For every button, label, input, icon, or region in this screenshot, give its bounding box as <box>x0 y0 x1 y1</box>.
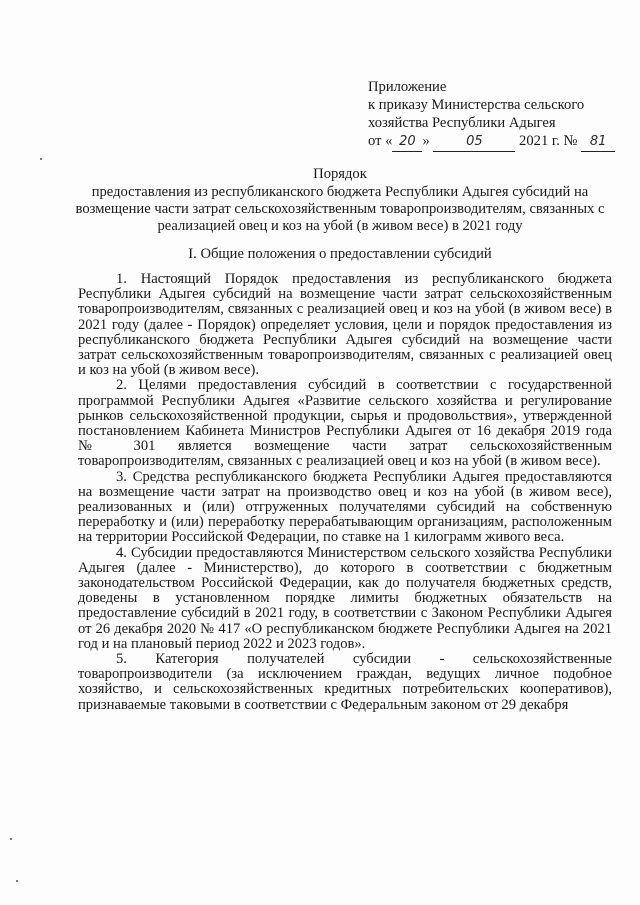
title-line-2: предоставления из республиканского бюджета Республики Адыгея субсидий на возмещение части затрат сельскохозяйственным товаропроизводителям, связанных с реализацией овец и коз на убой (в живом весе) в 2021 году <box>75 184 605 234</box>
document-body <box>78 272 612 713</box>
date-close-quote: » <box>422 133 430 149</box>
section-heading: I. Общие положения о предоставлении субсидий <box>188 246 492 262</box>
appendix-order-line: к приказу Министерства сельского <box>368 97 585 113</box>
scan-speck <box>16 880 18 882</box>
date-year: 2021 г. № <box>519 133 578 149</box>
date-day: 20 <box>392 133 422 152</box>
paragraph-2: 2. Целями предоставления субсидий в соответствии с государственной программой Республики Адыгея «Развитие сельского хозяйства и регулирование рынков сельскохозяйственной продукции, сырья и продовольствия», утвержденной постановлением Кабинета Министров Республики Адыгея от 16 декабря 2019 года № 301 является возмещение части затрат сельскохозяйственным товаропроизводителям, связанных с реализацией овец и коз на убой (в живом весе). <box>78 377 612 470</box>
paragraph-3: 3. Средства республиканского бюджета Республики Адыгея предоставляются на возмещение части затрат на производство овец и коз на убой (в живом весе), реализованных и (или) отгруженных получателями субсидий на собственную переработку и (или) переработку перерабатывающим организациям, расположенным на территории Российской Федерации, по ставке на 1 килограмм живого веса. <box>78 468 612 546</box>
paragraph-5: 5. Категория получателей субсидии - сельскохозяйственные товаропроизводители (за исключением граждан, ведущих личное подобное хозяйство, и сельскохозяйственных кредитных потребительских кооперативов), признаваемые таковыми в соответствии с Федеральным законом от 29 декабря <box>78 651 612 713</box>
document-title <box>60 166 620 235</box>
appendix-title: Приложение <box>368 79 447 95</box>
order-number: 81 <box>581 133 615 152</box>
appendix-ministry-line: хозяйства Республики Адыгея <box>368 115 556 131</box>
paragraph-4: 4. Субсидии предоставляются Министерством сельского хозяйства Республики Адыгея (далее - Министерство), до которого в соответствии с бюджетным законодательством Российской Федерации, как до получателя бюджетных средств, доведены в установленном порядке лимиты бюджетных обязательств на предоставление субсидий в 2021 году, в соответствии с Законом Республики Адыгея от 26 декабря 2020 № 417 «О республиканском бюджете Республики Адыгея на 2021 год и на плановый период 2022 и 2023 годов». <box>78 544 612 652</box>
paragraph-1: 1. Настоящий Порядок предоставления из республиканского бюджета Республики Адыгея субсидий на возмещение части затрат сельскохозяйственным товаропроизводителям, связанных с реализацией овец и коз на убой (в живом весе) в 2021 году (далее - Порядок) определяет условия, цели и порядок предоставления из республиканского бюджета Республики Адыгея субсидий на возмещение части затрат сельскохозяйственным товаропроизводителям, связанных с реализацией овец и коз на убой (в живом весе). <box>78 271 612 379</box>
scan-speck <box>10 838 12 840</box>
scan-speck <box>40 158 42 160</box>
appendix-block <box>368 78 630 152</box>
date-prefix: от « <box>368 133 393 149</box>
date-month: 05 <box>433 133 515 152</box>
title-line-1: Порядок <box>313 166 367 182</box>
appendix-date-line <box>368 132 630 152</box>
